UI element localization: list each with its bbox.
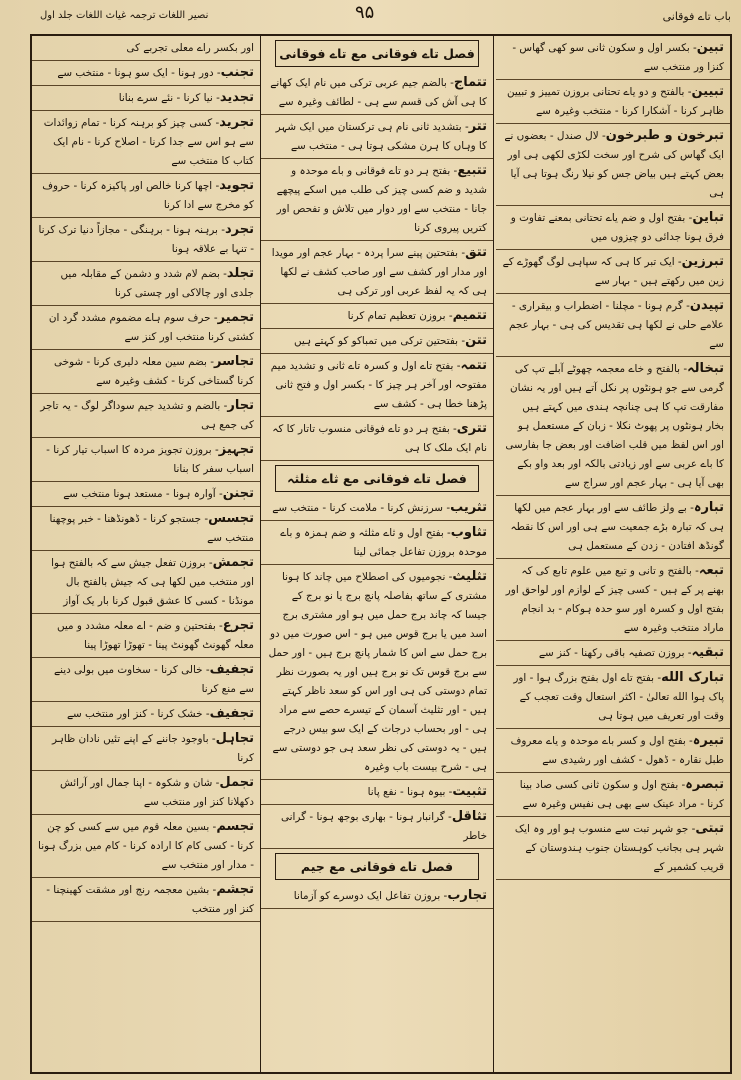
dictionary-entry (32, 658, 260, 702)
definition: - بفتح ہر دو تاے فوقانی و باے موحدہ و شدید و ضم کسی چیز کی طلب میں اسکے پیچھے جانا - منتخب سے اور دوار میں تلاش و تفحص اور کتریں پیروی کرنا (276, 165, 487, 234)
definition: - بکسر اول و سکون ثانی سو کھی گھاس - کنزا ور منتخب سے (512, 42, 724, 73)
dictionary-entry (496, 496, 730, 559)
dictionary-entry (32, 482, 260, 507)
definition: - بروزن تفعل جیش سے کہ بالفتح ہوا اور منتخب میں لکھا ہی کہ جیش بالفتح بال مونڈنا - کسی کا عشق قبول کرنا بار یک آواز (51, 557, 254, 607)
headword: تتمیم (452, 308, 487, 323)
column-right (496, 36, 730, 1072)
definition: - بالفتح و تانی و تبع میں علوم تابع کی کہ بھنے پر کے ہیں - کسی چیز کے لوازم اور لواحق اور بفتح اول و کسرہ اور سو حدہ ہوکام - بد انجام ماراد منتخب وغیرہ سے (505, 565, 724, 634)
headword: تتبیع (457, 163, 487, 178)
definition: - بضم لام شدد و دشمن کے مقابلہ میں جلدی اور چالاکی اور چستی کرنا (60, 268, 254, 299)
dictionary-entry (32, 306, 260, 350)
dictionary-entry (261, 805, 493, 849)
headword: تجمل (219, 775, 254, 790)
dictionary-entry (261, 565, 493, 780)
dictionary-entry (261, 115, 493, 159)
definition: - شان و شکوہ - اپنا جمال اور آرائش دکھلانا کنز اور منتخب سے (60, 777, 254, 808)
headword: تتر (468, 119, 487, 134)
dictionary-entry (496, 36, 730, 80)
headword: تتماج (453, 75, 487, 90)
definition: - بفتح اول و کسر باے موحدہ و یاے معروف طبل نقارہ - ڈھول - کشف اور رشیدی سے (510, 735, 724, 766)
dictionary-entry (261, 71, 493, 115)
headword: تجلد (226, 266, 254, 281)
dictionary-entry (496, 250, 730, 294)
headword: تثاقل (451, 809, 487, 824)
definition: - بروزن تصفیہ باقی رکھنا - کنز سے (538, 647, 692, 659)
dictionary-entry (32, 815, 260, 878)
text-frame (30, 34, 732, 1074)
dictionary-entry (496, 559, 730, 641)
dictionary-entry (496, 357, 730, 496)
headword: تثبیت (452, 784, 487, 799)
page-number: ۹۵ (355, 2, 375, 23)
headword: تجرید (219, 115, 254, 130)
page-header (0, 4, 741, 30)
headword: تبارک الله (661, 670, 724, 685)
definition: - بضم سین معلہ دلیری کرنا - شوخی کرنا گستاخی کرنا - کشف وغیرہ سے (54, 356, 254, 387)
definition: - خالی کرنا - سخاوت میں بولی دینے سے منع کرنا (54, 664, 254, 695)
dictionary-entry (32, 350, 260, 394)
definition: - بفتح تاے اول بفتح بزرگ ہوا - اور پاک ہوا الله تعالیٰ - اکثر استعال وقت تعجب کے وقت اور تعریف میں ہوتا ہی (513, 672, 724, 722)
definition: - بفتح اول و سکون ثانی کسی صاد بینا کرنا - مراد عینک سے بھی ہی نفیس وغیرہ سے (519, 779, 724, 810)
headword: تجہیز (218, 442, 254, 457)
dictionary-entry (261, 496, 493, 521)
dictionary-entry (261, 780, 493, 805)
definition: - جو شہر تبت سے منسوب ہو اور وہ ایک شہر ہی بجانب کوہستان جنوب ہندوستان کے قریب کشمیر کے (514, 823, 724, 873)
headword: تجدید (219, 90, 254, 105)
dictionary-entry (32, 174, 260, 218)
dictionary-entry (496, 817, 730, 880)
definition: - بسین معلہ قوم میں سے کسی کو چن کرنا - کسی کام کا ارادہ کرنا - کام میں بزرگ ہونا - مدار اور منتخب سے (38, 821, 254, 871)
definition: - گرانبار ہونا - بھاری بوجھ ہونا - گرانی خاطر (280, 811, 487, 842)
definition: - بروزن تجویز مردہ کا اسباب تیار کرنا - اسباب سفر کا بنانا (46, 444, 254, 475)
headword: تبیرہ (692, 733, 724, 748)
dictionary-entry (32, 551, 260, 614)
definition: - بفتح تاے اول و کسرہ تاے ثانی و تشدید میم مفتوحہ اور آخر ہر چیز کا - بکسر اول و فتح ثانی پڑھنا خطا ہی - کشف سے (270, 360, 487, 410)
headword: تجارب (447, 888, 487, 903)
definition: - بفتح اول و ثاے مثلثہ و ضم ہمزہ و باے موحدہ بروزن تفاعل جمائی لینا (280, 527, 487, 558)
headword: تثریب (450, 500, 487, 515)
definition: اور بکسر راے معلی تجربے کی (126, 42, 254, 54)
definition: - بفتحتین و ضم - اے معلہ مشدد و میں معلہ گھونٹ گھونٹ پینا - تھوڑا تھوڑا پینا (57, 620, 254, 651)
definition: - نیا کرنا - نئے سرے بنانا (118, 92, 220, 104)
dictionary-entry (32, 61, 260, 86)
headword: تجرد (224, 222, 254, 237)
headword: تجمیر (217, 310, 254, 325)
definition: - بتشدید ثانی نام ہی ترکستان میں ایک شہر کا وہاں کا ہرن مشکی ہوتا ہی - منتخب سے (275, 121, 487, 152)
headword: تجار (227, 398, 254, 413)
dictionary-entry (32, 86, 260, 111)
dictionary-entry (32, 878, 260, 922)
dictionary-entry (32, 394, 260, 438)
headword: تجسس (208, 511, 254, 526)
dictionary-entry (496, 729, 730, 773)
dictionary-entry (496, 206, 730, 250)
column-left (32, 36, 260, 1072)
definition: - دور ہونا - ایک سو ہونا - منتخب سے (57, 67, 221, 79)
dictionary-entry (32, 702, 260, 727)
headword: تجسم (216, 819, 254, 834)
dictionary-entry (261, 521, 493, 565)
headword: تبصرہ (685, 777, 724, 792)
definition: - کسی چیز کو برہنہ کرنا - تمام زوائدات سے ہو اس سے جدا کرنا - اصلاح کرنا - نام ایک کتاب کا منتخب سے (43, 117, 254, 167)
definition: - بفتح اول و ضم یاے تحتانی بمعنے تفاوت و فرق ہونا جدائی دو چیزوں میں (510, 212, 724, 243)
definition: - بالفتح و خاے معجمہ چھوٹے آبلے تپ کی گرمی سے جو ہونٹوں پر نکل آتے ہیں اور یہ نشان مفارقت تپ کا ہی چنانچہ ہندی میں کہتے ہیں بخار ہونٹوں پر پھوٹ نکلا - زبان کے مستعمل ہو اور اس لفظ میں قلب اضافت اور بعض جا بفارسی کا باے عربی سے اور زیادتی بالکہ اور بعد واو بکے بھی آیا ہی - بہار عجم اور سراج سے (505, 363, 724, 489)
definition: - سرزنش کرنا - ملامت کرنا - منتخب سے (272, 502, 451, 514)
definition: - برہنہ ہونا - برہنگی - مجازاً دنیا ترک کرنا - تنہا بے علاقہ ہونا (38, 224, 254, 255)
section-heading: فصل تاے فوقانی مع ثاے مثلثہ (275, 465, 479, 492)
definition: - بے ولز طائف سے اور بہار عجم میں لکھا ہی کہ تبارہ بڑے جمعیت سے ہی اور اس کا نقطہ گونڈھ افتادن - زدن کے مستعمل ہی (510, 502, 724, 552)
definition: - بیوہ ہونا - نفع پانا (367, 786, 453, 798)
dictionary-entry (32, 36, 260, 61)
definition: - حرف سوم ہاے مضموم مشدد گرد ان کشتی کرنا منتخب اور کنز سے (48, 312, 254, 343)
headword: تبخالہ (687, 361, 724, 376)
dictionary-entry (496, 641, 730, 666)
chapter-heading: باب تاے فوقانی (662, 10, 731, 23)
dictionary-entry (496, 294, 730, 357)
dictionary-entry (261, 884, 493, 909)
headword: تتمہ (460, 358, 487, 373)
headword: تجشم (216, 882, 254, 897)
dictionary-entry (32, 771, 260, 815)
dictionary-entry (261, 417, 493, 461)
dictionary-entry (32, 727, 260, 771)
headword: تجمش (212, 555, 254, 570)
headword: تبتی (695, 821, 724, 836)
dictionary-entry (496, 80, 730, 124)
section-heading: فصل تاے فوقانی مع تاے فوقانی (275, 40, 479, 67)
definition: - اچھا کرنا خالص اور پاکیزہ کرنا - حروف کو مخرج سے ادا کرنا (42, 180, 254, 211)
definition: - بروزن تعظیم تمام کرنا (347, 310, 453, 322)
headword: تتن (465, 333, 487, 348)
definition: - خشک کرنا - کنز اور منتخب سے (66, 708, 210, 720)
headword: تبعہ (698, 563, 724, 578)
headword: تپیدن (689, 298, 724, 313)
headword: تجرع (222, 618, 254, 633)
headword: تجاہل (215, 731, 254, 746)
headword: تثلیث (452, 569, 487, 584)
headword: تجنن (222, 486, 254, 501)
definition: - بفتحتین ترکی میں تمباکو کو کہتے ہیں (294, 335, 466, 347)
dictionary-entry (32, 262, 260, 306)
column-middle (260, 36, 494, 1072)
headword: تجوید (219, 178, 254, 193)
book-title: نصیر اللغات ترجمہ غیاث اللغات جلد اول (40, 10, 209, 21)
headword: تبرزین (681, 254, 724, 269)
definition: - بروزن تفاعل ایک دوسرے کو آزمانا (293, 890, 448, 902)
dictionary-entry (32, 507, 260, 551)
headword: تبین (696, 40, 724, 55)
headword: تثاوب (450, 525, 487, 540)
definition: - بفتحتین پینے سرا پردہ - بہار عجم اور مویدا اور مدار اور کشف سے اور صاحب کشف نے لکھا ہی کہ یہ لفظ عربی اور ترکی ہی (271, 247, 487, 297)
headword: تبیین (691, 84, 724, 99)
definition: - بالضم جیم عربی ترکی میں نام ایک کھانے کا ہی آش کی قسم سے ہی - لطائف وغیرہ سے (270, 77, 487, 108)
definition: - باوجود جاننے کے اپنے تئیں نادان ظاہر کرنا (52, 733, 254, 764)
headword: تبرخون و طبرخون (605, 128, 724, 143)
headword: تبارہ (693, 500, 724, 515)
definition: - جستجو کرنا - ڈھونڈھنا - خبر پوچھنا منتخب سے (49, 513, 254, 544)
definition: - بفتح ہر دو تاے فوقانی منسوب تاتار کا کہ نام ایک ملک کا ہی (272, 423, 487, 454)
definition: - بالضم و تشدید جیم سوداگر لوگ - یہ تاجر کی جمع ہی (40, 400, 254, 431)
definition: - لال صندل - بعضوں نے ایک گھاس کی شرح اور سخت لکڑی لکھی ہی اور بعض کہتے ہیں بیاض جس کو نیلا رنگ ہوتا ہی آیا ہی (504, 130, 724, 199)
headword: تجاسر (213, 354, 254, 369)
dictionary-entry (32, 614, 260, 658)
dictionary-entry (261, 354, 493, 417)
dictionary-entry (32, 218, 260, 262)
definition: - آوارہ ہونا - مستعد ہونا منتخب سے (63, 488, 223, 500)
headword: تتق (465, 245, 487, 260)
definition: - بشین معجمہ رنج اور مشقت کھینچنا - کنز اور منتخب (46, 884, 254, 915)
definition: - گرم ہونا - مچلنا - اضطراب و بیقراری - علامے حلی نے لکھا ہی تقدیس کی ہی - بہار عجم سے (508, 300, 724, 350)
dictionary-entry (32, 438, 260, 482)
dictionary-entry (261, 159, 493, 241)
dictionary-entry (261, 241, 493, 304)
headword: تتری (456, 421, 487, 436)
dictionary-entry (32, 111, 260, 174)
definition: - نجومیوں کی اصطلاح میں چاند کا ہونا مشتری کے ساتھ بفاصلہ پانچ برج یا نو برج کے جیسا کہ چاند برج حمل میں ہو اور مشتری برج اسد میں یا برج قوس میں ہو - اس صورت میں دو برج حمل سے اس کا شمار پانچ برج ہیں - اور حمل سے برج قوس تک نو برج ہیں اور یہ بصورت نظر تمام دوستی کی ہی اور اس کو سعد ناظر کہتے ہیں - اور تثلیث آسمان کے تیسرے حصے سے مراد ہی - اور بحساب درجات کے ایک سو بیس درجے ہیں - یہ دوستی کی نظر سعد ہی جو دوستی سے ہی - شرح بیست باب وغیرہ (268, 571, 487, 773)
headword: تبقیہ (691, 645, 724, 660)
definition: - ایک تبر کا ہی کہ سپاہی لوگ گھوڑے کے زین میں رکھتے ہیں - بہار سے (502, 256, 724, 287)
headword: تجنب (220, 65, 254, 80)
dictionary-entry (496, 666, 730, 729)
dictionary-entry (496, 773, 730, 817)
dictionary-entry (261, 329, 493, 354)
headword: تجفیف (209, 706, 254, 721)
headword: تجفیف (209, 662, 254, 677)
definition: - بالفتح و دو یاے تحتانی بروزن تمییز و تبیین ظاہر کرنا - آشکارا کرنا - منتخب وغیرہ سے (507, 86, 724, 117)
section-heading: فصل تاے فوقانی مع جیم (275, 853, 479, 880)
dictionary-entry (261, 304, 493, 329)
dictionary-entry (496, 124, 730, 206)
headword: تباین (692, 210, 724, 225)
